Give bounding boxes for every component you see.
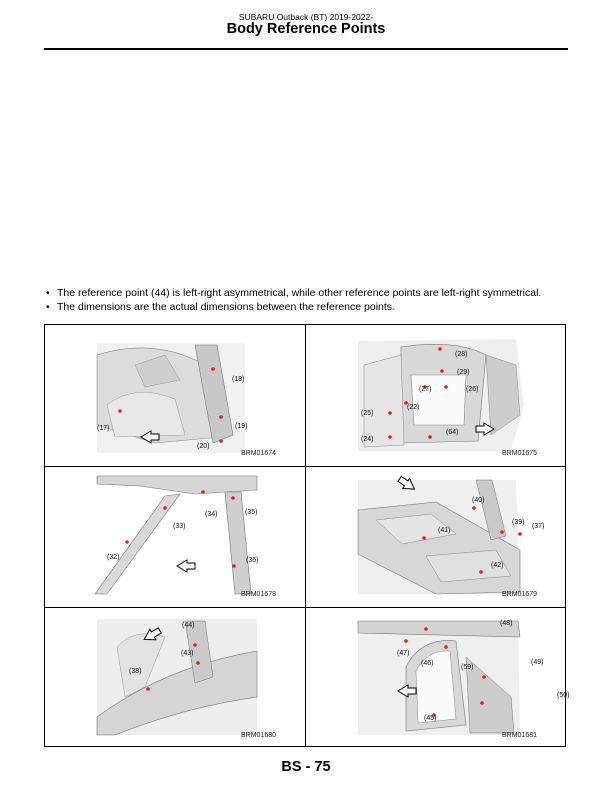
callout-label: (59) [461, 664, 474, 671]
rear-opening-illustration [306, 325, 566, 465]
figure-grid [44, 324, 570, 747]
reference-point-marker [219, 439, 223, 443]
rear-wheelhouse-illustration [45, 325, 305, 465]
callout-label: (41) [438, 527, 451, 534]
figure-panel-4 [306, 466, 566, 606]
notes-list [46, 286, 576, 314]
callout-label: (29) [457, 369, 470, 376]
reference-point-marker [231, 496, 235, 500]
figure-panel-1 [45, 325, 305, 465]
reference-point-marker [201, 490, 205, 494]
callout-label: (32) [107, 554, 120, 561]
reference-point-marker [125, 540, 129, 544]
opening-drawing [358, 339, 524, 451]
reference-point-marker [428, 435, 432, 439]
floor-drawing [358, 480, 520, 594]
callout-label: (20) [197, 443, 210, 450]
reference-point-marker [479, 570, 483, 574]
reference-point-marker [480, 701, 484, 705]
door-opening-drawing [358, 621, 520, 735]
reference-point-marker [472, 506, 476, 510]
callout-label: (45) [424, 715, 437, 722]
figure-code: BRM01679 [502, 591, 538, 598]
callout-label: (22) [407, 404, 420, 411]
reference-point-marker [196, 661, 200, 665]
reference-point-marker [388, 435, 392, 439]
callout-label: (27) [419, 386, 432, 393]
reference-point-marker [518, 532, 522, 536]
figure-code: BRM01674 [241, 450, 277, 457]
callout-label: (44) [182, 622, 195, 629]
figure-code: BRM01678 [241, 591, 277, 598]
document-model: SUBARU Outback (BT) 2019-2022- [238, 12, 374, 22]
callout-label: (26) [466, 386, 479, 393]
floor-area-illustration [306, 466, 566, 606]
header-rule [44, 48, 568, 50]
pillar-base-illustration [45, 607, 305, 747]
callout-label: (46) [421, 660, 434, 667]
callout-label: (28) [455, 351, 468, 358]
reference-point-marker [118, 409, 122, 413]
callout-label: (25) [361, 410, 374, 417]
front-direction-arrow-icon [177, 560, 195, 572]
figure-code: BRM01680 [241, 732, 277, 739]
wheelhouse-drawing [97, 343, 248, 453]
reference-point-marker [211, 367, 215, 371]
callout-label: (40) [472, 497, 485, 504]
reference-point-marker [163, 506, 167, 510]
pillar-drawing [95, 476, 257, 594]
callout-label: (48) [500, 620, 513, 627]
callout-label: (35) [245, 509, 258, 516]
reference-point-marker [388, 411, 392, 415]
callout-label: (39) [512, 519, 525, 526]
figure-panel-3 [45, 466, 305, 606]
callout-label: (19) [235, 423, 248, 430]
reference-point-marker [500, 530, 504, 534]
note-item: • The reference point (44) is left-right asymmetrical, while other reference points are left-right symmetrical. [46, 286, 576, 300]
callout-label: (47) [397, 650, 410, 657]
callout-label: (38) [129, 668, 142, 675]
figure-panel-5 [45, 607, 305, 747]
reference-point-marker [146, 687, 150, 691]
callout-label: (34) [205, 511, 218, 518]
reference-point-marker [444, 645, 448, 649]
figure-panel-2 [306, 325, 566, 465]
callout-label: (36) [246, 557, 259, 564]
callout-label: (37) [532, 523, 545, 530]
door-opening-illustration [306, 607, 570, 747]
callout-label: (33) [173, 523, 186, 530]
reference-point-marker [404, 639, 408, 643]
reference-point-marker [193, 643, 197, 647]
pillar-base-drawing [97, 619, 257, 735]
page-number: BS - 75 [281, 759, 331, 775]
reference-point-marker [438, 347, 442, 351]
reference-point-marker [232, 564, 236, 568]
callout-label: (18) [232, 376, 245, 383]
reference-point-marker [219, 415, 223, 419]
figure-code: BRM01681 [502, 732, 538, 739]
reference-point-marker [444, 385, 448, 389]
callout-label: (24) [361, 436, 374, 443]
callout-label: (50) [557, 692, 570, 699]
reference-point-marker [482, 675, 486, 679]
figure-code: BRM01675 [502, 450, 538, 457]
reference-point-marker [424, 627, 428, 631]
callout-label: (43) [181, 650, 194, 657]
callout-label: (64) [446, 429, 459, 436]
reference-point-marker [422, 536, 426, 540]
callout-label: (49) [531, 659, 544, 666]
reference-point-marker [440, 369, 444, 373]
figure-panel-6 [306, 607, 570, 747]
callout-label: (42) [491, 562, 504, 569]
callout-label: (17) [97, 425, 110, 432]
note-item: • The dimensions are the actual dimensions between the reference points. [46, 300, 576, 314]
roof-rail-illustration [45, 466, 305, 606]
page-title: Body Reference Points [226, 21, 386, 37]
